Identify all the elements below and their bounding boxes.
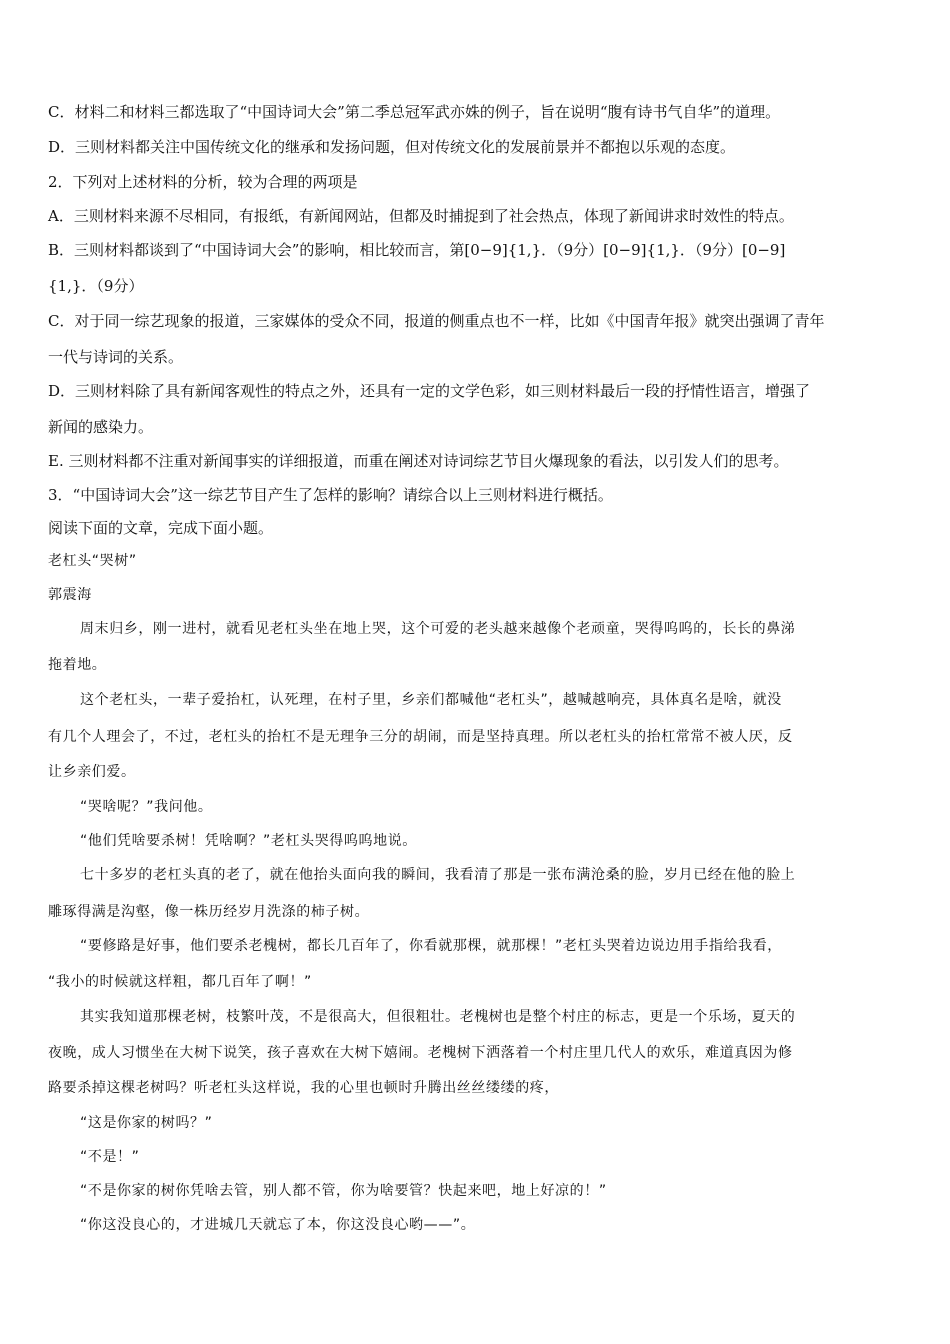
story-title: 老杠头“哭树” [48,553,137,569]
option-b-q2-cont: {1,}．（9分） [48,277,144,295]
option-c-q2: C．对于同一综艺现象的报道，三家媒体的受众不同，报道的侧重点也不一样，比如《中国青年报》就突出强调了青年 [48,312,825,330]
paragraph-line: 有几个人理会了，不过，老杠头的抬杠不是无理争三分的胡闹，而是坚持真理。所以老杠头的抬杠常常不被人厌，反 [48,729,793,745]
option-d-q1: D．三则材料都关注中国传统文化的继承和发扬问题，但对传统文化的发展前景并不都抱以乐观的态度。 [48,138,736,156]
paragraph-line: “他们凭啥要杀树！凭啥啊？”老杠头哭得呜呜地说。 [80,833,417,849]
option-e-q2: E. 三则材料都不注重对新闻事实的详细报道，而重在阐述对诗词综艺节目火爆现象的看法，以引发人们的思考。 [48,452,789,470]
paragraph-line: 其实我知道那棵老树，枝繁叶茂，不是很高大，但很粗壮。老槐树也是整个村庄的标志，更是一个乐场，夏天的 [80,1009,796,1025]
paragraph-line: 让乡亲们爱。 [48,764,136,780]
option-b-q2: B．三则材料都谈到了“中国诗词大会”的影响，相比较而言，第[0−9]{1,}．（9分）[0−9]{1,}．（9分）[0−9] [48,241,786,259]
paragraph-line: “哭啥呢？”我问他。 [80,799,213,815]
paragraph-line: 路要杀掉这棵老树吗？听老杠头这样说，我的心里也顿时升腾出丝丝缕缕的疼， [48,1080,559,1096]
paragraph-line: “我小的时候就这样粗，都几百年了啊！” [48,974,312,990]
paragraph-line: “要修路是好事，他们要杀老槐树，都长几百年了，你看就那棵，就那棵！”老杠头哭着边说边用手指给我看， [80,938,782,954]
option-a-q2: A．三则材料来源不尽相同，有报纸，有新闻网站，但都及时捕捉到了社会热点，体现了新闻讲求时效性的特点。 [48,207,794,225]
paragraph-line: 拖着地。 [48,657,107,673]
paragraph-line: 周末归乡，刚一进村，就看见老杠头坐在地上哭，这个可爱的老头越来越像个老顽童，哭得呜呜的，长长的鼻涕 [80,621,796,637]
paragraph-line: 夜晚，成人习惯坐在大树下说笑，孩子喜欢在大树下嬉闹。老槐树下洒落着一个村庄里几代人的欢乐，难道真因为修 [48,1045,793,1061]
question-2: 2．下列对上述材料的分析，较为合理的两项是 [48,173,358,191]
option-c-q1: C．材料二和材料三都选取了“中国诗词大会”第二季总冠军武亦姝的例子，旨在说明“腹有诗书气自华”的道理。 [48,103,781,121]
paragraph-line: 七十多岁的老杠头真的老了，就在他抬头面向我的瞬间，我看清了那是一张布满沧桑的脸，岁月已经在他的脸上 [80,867,796,883]
option-d-q2: D．三则材料除了具有新闻客观性的特点之外，还具有一定的文学色彩，如三则材料最后一段的抒情性语言，增强了 [48,382,811,400]
paragraph-line: “这是你家的树吗？” [80,1115,213,1131]
story-author: 郭震海 [48,587,92,603]
paragraph-line: “不是！” [80,1149,140,1165]
option-c-q2-cont: 一代与诗词的关系。 [48,348,184,366]
option-d-q2-cont: 新闻的感染力。 [48,418,154,436]
paragraph-line: 这个老杠头，一辈子爱抬杠，认死理，在村子里，乡亲们都喊他“老杠头”，越喊越响亮，具体真名是啥，就没 [80,692,782,708]
paragraph-line: “你这没良心的，才进城几天就忘了本，你这没良心哟——”。 [80,1217,476,1233]
reading-instruction: 阅读下面的文章，完成下面小题。 [48,519,274,537]
paragraph-line: 雕琢得满是沟壑，像一株历经岁月洗涤的柿子树。 [48,904,370,920]
question-3: 3．“中国诗词大会”这一综艺节目产生了怎样的影响？请综合以上三则材料进行概括。 [48,486,613,504]
paragraph-line: “不是你家的树你凭啥去管，别人都不管，你为啥要管？快起来吧，地上好凉的！” [80,1183,607,1199]
